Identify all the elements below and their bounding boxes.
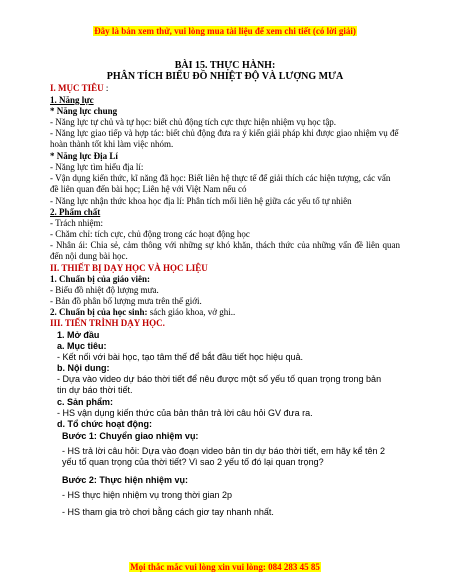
content-heading: b. Nội dung:: [57, 363, 110, 373]
student-prep-heading: 2. Chuẩn bị của học sinh:: [50, 307, 148, 317]
objective-text: - Kết nối với bài học, tạo tâm thế để bắt đầu tiết học hiệu quả.: [57, 352, 304, 362]
section-objectives-tail: :: [103, 83, 109, 93]
teacher-prep-heading: 1. Chuẩn bị của giáo viên:: [50, 274, 151, 284]
contact-footer-text: Mọi thắc mắc vui lòng xin vui lòng: 084 283 45 85: [130, 562, 320, 572]
section-equipment-heading: II. THIẾT BỊ DẠY HỌC VÀ HỌC LIỆU: [50, 263, 208, 273]
step1-heading: Bước 1: Chuyển giao nhiệm vụ:: [62, 431, 199, 441]
organization-heading: d. Tổ chức hoạt động:: [57, 419, 153, 429]
step2-text-2: - HS tham gia trò chơi bằng cách giơ tay nhanh nhất.: [62, 507, 274, 517]
geo-competence-1: - Năng lực tìm hiểu địa lí:: [50, 162, 144, 172]
contact-footer: [0, 562, 450, 572]
section-objectives-heading: I. MỤC TIÊU: [50, 83, 104, 93]
quality-3: - Nhân ái: Chia sẻ, cảm thông với những sự khó khăn, thách thức của những vấn đề liên quan đến nội dung bài học.: [50, 240, 400, 261]
quality-2: - Chăm chỉ: tích cực, chủ động trong các hoạt động học: [50, 229, 250, 239]
step1-text: - HS trả lời câu hỏi: Dựa vào đoạn video bản tin dự báo thời tiết, em hãy kể tên 2 yếu tố quan trọng của thời tiết? Vì sao 2 yếu tố đó lại quan trọng?: [62, 446, 386, 467]
geo-competence-heading: * Năng lực Địa Lí: [50, 151, 118, 161]
section-process-heading: III. TIẾN TRÌNH DẠY HỌC.: [50, 318, 165, 328]
quality-1: - Trách nhiệm:: [50, 218, 103, 228]
step2-heading: Bước 2: Thực hiện nhiệm vụ:: [62, 475, 188, 485]
section-objectives: [50, 83, 400, 94]
student-prep: [50, 307, 400, 318]
competence-heading: 1. Năng lực: [50, 95, 94, 105]
teacher-prep-1: - Biểu đồ nhiệt độ lượng mưa.: [50, 285, 159, 295]
teacher-prep-2: - Bản đồ phân bố lượng mưa trên thế giới.: [50, 296, 202, 306]
general-competence-heading: * Năng lực chung: [50, 106, 118, 116]
product-text: - HS vận dụng kiến thức của bản thân trả lời câu hỏi GV đưa ra.: [57, 408, 313, 418]
lesson-subtitle: PHÂN TÍCH BIỂU ĐỒ NHIỆT ĐỘ VÀ LƯỢNG MƯA: [106, 71, 344, 82]
qualities-heading: 2. Phẩm chất: [50, 207, 101, 217]
student-prep-text: sách giáo khoa, vở ghi..: [147, 307, 236, 317]
objective-heading: a. Mục tiêu:: [57, 341, 107, 351]
geo-competence-2: - Vận dụng kiến thức, kĩ năng đã học: Biết liên hệ thực tế để giải thích các hiện tượng, các vấn đề liên quan đến bài học; Liên hệ với Việt Nam nếu có: [50, 173, 391, 194]
step2-text-1: - HS thực hiện nhiệm vụ trong thời gian 2p: [62, 490, 233, 500]
lesson-title: BÀI 15. THỰC HÀNH:: [174, 60, 276, 71]
geo-competence-3: - Năng lực nhận thức khoa học địa lí: Phân tích mối liên hệ giữa các yếu tố tự nhiên: [50, 196, 352, 206]
preview-banner-text: Đây là bản xem thử, vui lòng mua tài liệu để xem chi tiết (có lời giải): [94, 26, 356, 36]
general-competence-1: - Năng lực tự chủ và tự học: biết chủ động tích cực thực hiện nhiệm vụ học tập.: [50, 117, 337, 127]
preview-banner: [0, 26, 450, 36]
product-heading: c. Sản phẩm:: [57, 397, 114, 407]
start-heading: 1. Mở đầu: [57, 330, 100, 340]
content-text: - Dựa vào video dự báo thời tiết để nêu được một số yếu tố quan trọng trong bản tin dự báo thời tiết.: [57, 374, 382, 395]
general-competence-2: - Năng lực giao tiếp và hợp tác: biết chủ động đưa ra ý kiến giải pháp khi được giao nhiệm vụ để hoàn thành tốt khi làm việc nhóm.: [50, 128, 399, 149]
